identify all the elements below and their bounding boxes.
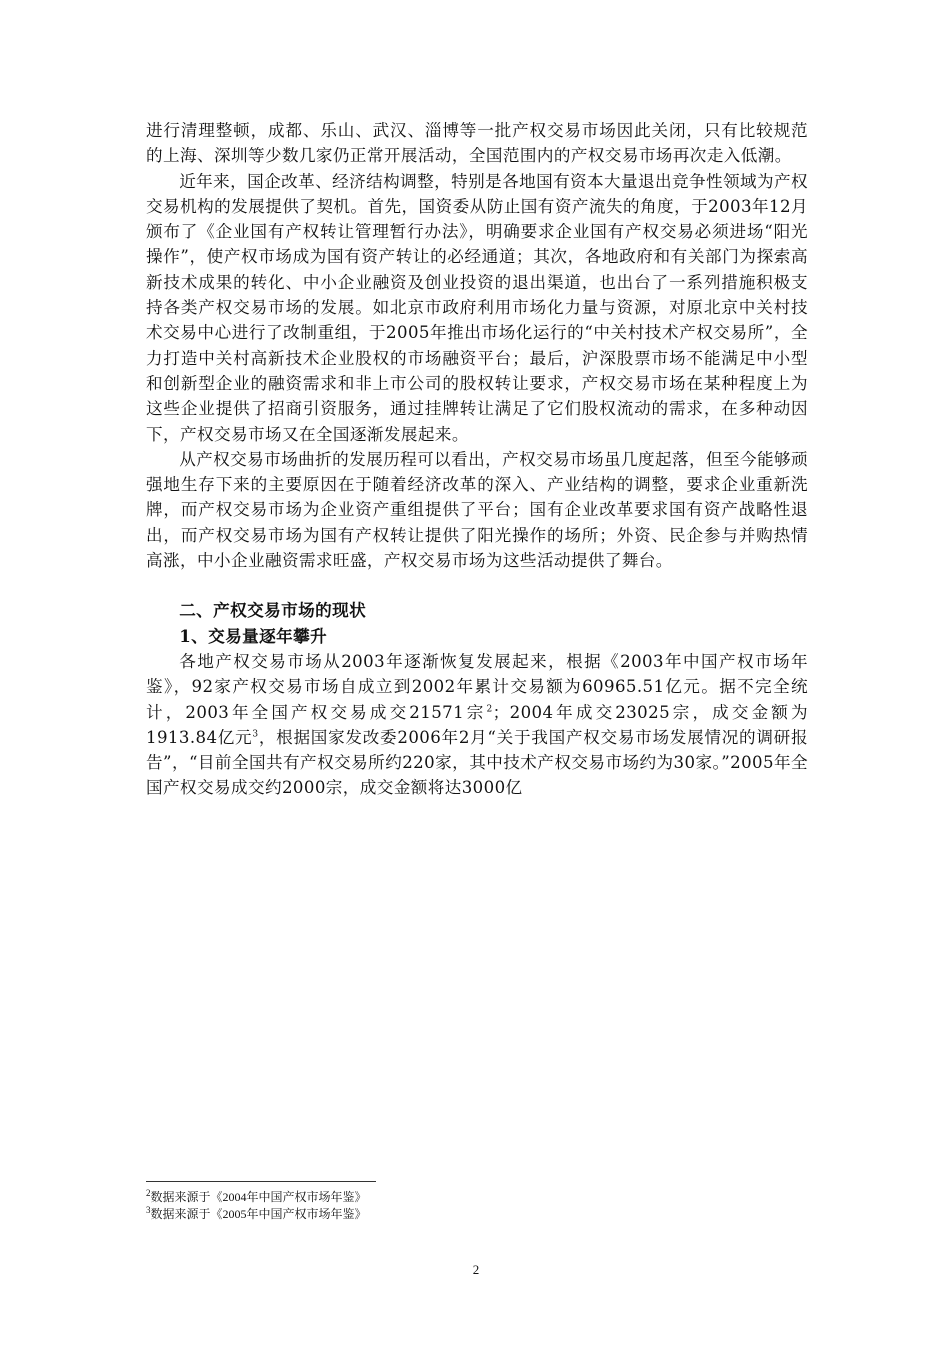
section-gap (146, 573, 808, 598)
paragraph-4-part-c: ，根据国家发改委2006年2月“关于我国产权交易市场发展情况的调研报告”，“目前全国共有产权交易所约220家，其中技术产权交易市场约为30家。”2005年全国产权交易成交约2000宗，成交金额将达3000亿 (146, 727, 808, 798)
paragraph-1: 进行清理整顿，成都、乐山、武汉、淄博等一批产权交易市场因此关闭，只有比较规范的上海、深圳等少数几家仍正常开展活动，全国范围内的产权交易市场再次走入低潮。 (146, 121, 808, 166)
section-heading: 二、产权交易市场的现状 (179, 600, 367, 621)
footnote-3 (146, 1206, 808, 1223)
page-number: 2 (472, 1262, 480, 1277)
paragraph-4-part-b: ；2004年成交23025宗，成交金额为1913.84亿元 (146, 702, 808, 747)
subsection-heading: 1、交易量逐年攀升 (179, 625, 328, 646)
footnotes (146, 1189, 808, 1223)
body-text (146, 118, 808, 801)
footnote-3-mark: 3 (146, 1205, 151, 1215)
paragraph-2: 近年来，国企改革、经济结构调整，特别是各地国有资本大量退出竞争性领域为产权交易机构的发展提供了契机。首先，国资委从防止国有资产流失的角度，于2003年12月颁布了《企业国有产权转让管理暂行办法》，明确要求企业国有产权交易必须进场“阳光操作”，使产权市场成为国有资产转让的必经通道；其次，各地政府和有关部门为探索高新技术成果的转化、中小企业融资及创业投资的退出渠道，也出台了一系列措施积极支持各类产权交易市场的发展。如北京市政府利用市场化力量与资源，对原北京中关村技术交易中心进行了改制重组，于2005年推出市场化运行的“中关村技术产权交易所”，全力打造中关村高新技术企业股权的市场融资平台；最后，沪深股票市场不能满足中小型和创新型企业的融资需求和非上市公司的股权转让要求，产权交易市场在某种程度上为这些企业提供了招商引资服务，通过挂牌转让满足了它们股权流动的需求，在多种动因下，产权交易市场又在全国逐渐发展起来。 (146, 171, 808, 444)
paragraph-4-part-a: 各地产权交易市场从2003年逐渐恢复发展起来，根据《2003年中国产权市场年鉴》，92家产权交易市场自成立到2002年累计交易额为60965.51亿元。据不完全统计，2003年全国产权交易成交21571宗 (146, 651, 808, 722)
paragraph-3: 从产权交易市场曲折的发展历程可以看出，产权交易市场虽几度起落，但至今能够顽强地生存下来的主要原因在于随着经济改革的深入、产业结构的调整，要求企业重新洗牌，而产权交易市场为企业资产重组提供了平台；国有企业改革要求国有资产战略性退出，而产权交易市场为国有产权转让提供了阳光操作的场所；外资、民企参与并购热情高涨，中小企业融资需求旺盛，产权交易市场为这些活动提供了舞台。 (146, 449, 808, 571)
footnote-3-text: 数据来源于《2005年中国产权市场年鉴》 (150, 1207, 367, 1221)
footnote-separator (146, 1181, 376, 1182)
footnote-2-text: 数据来源于《2004年中国产权市场年鉴》 (150, 1190, 367, 1204)
footnote-2 (146, 1189, 808, 1206)
footnote-ref-2: 2 (486, 704, 493, 714)
footnote-ref-3: 3 (252, 729, 259, 740)
paragraph-4 (146, 649, 808, 801)
footnote-2-mark: 2 (146, 1188, 151, 1198)
